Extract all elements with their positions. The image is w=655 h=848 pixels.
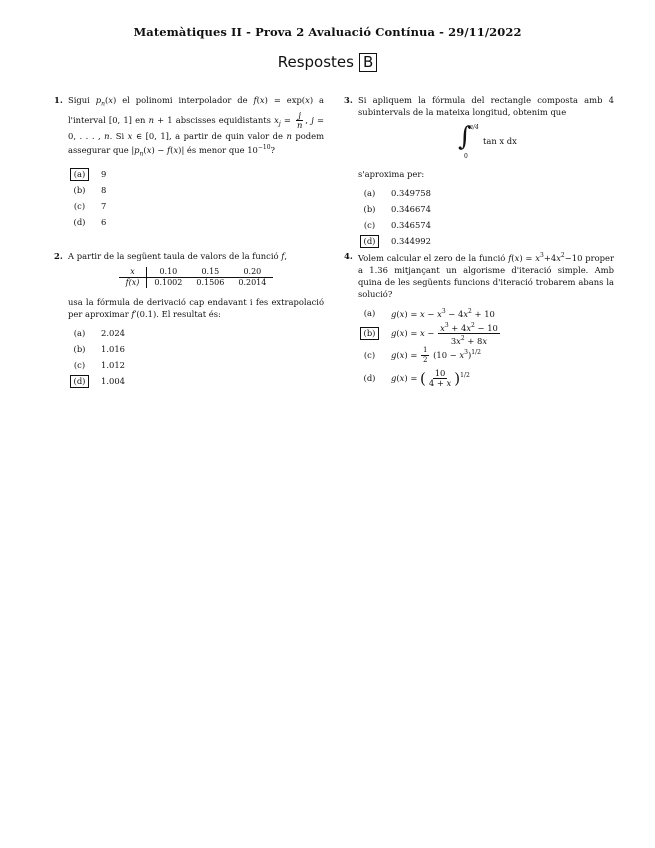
answer-option [358, 185, 614, 201]
subtitle-text: Respostes [277, 53, 354, 71]
options-list [358, 185, 614, 249]
option-value: $g(x) = x - x^3 - 4x^2 + 10$ [391, 308, 495, 319]
question-text: A partir de la següent taula de valors de la funció f, [68, 251, 288, 261]
answer-option [68, 182, 324, 198]
options-list [68, 166, 324, 230]
option-label: (b) [363, 204, 376, 214]
option-value: 1.012 [101, 360, 125, 370]
option-label: (d) [73, 217, 86, 228]
question-3 [344, 94, 614, 249]
option-label: (d) [363, 373, 376, 383]
question-1 [54, 94, 325, 230]
option-value: 0.346674 [391, 204, 431, 214]
question-2 [54, 250, 324, 389]
question-number: 2. [54, 251, 63, 261]
integral-lower-limit: 0 [464, 153, 468, 160]
page-title: Matemàtiques II - Prova 2 Avaluació Contínua - 29/11/2022 [133, 25, 522, 39]
answer-option [68, 166, 324, 182]
question-text: Si apliquem la fórmula del rectangle composta amb 4 subintervals de la mateixa longitud, obtenim que [358, 95, 614, 117]
integral-upper-limit: π/4 [469, 124, 479, 131]
options-list [358, 305, 614, 391]
table-header-x: x [119, 267, 147, 278]
option-value: 0.346574 [391, 220, 431, 230]
question-text-after: usa la fórmula de derivació cap endavant i fes extrapolació per aproximar f′(0.1). El resultat és: [68, 297, 324, 319]
option-label: (c) [363, 350, 376, 360]
answer-option [358, 321, 614, 345]
option-label: (a) [363, 308, 376, 318]
answer-option [68, 341, 324, 357]
answer-option [358, 201, 614, 217]
option-value: g(x) = $\frac{1}{2}$ $(10 - x^3)^{1/2}$ [391, 345, 481, 364]
option-value: 9 [101, 169, 107, 180]
values-table [119, 267, 274, 288]
answer-option [68, 325, 324, 341]
table-cell: 0.10 [159, 267, 178, 276]
selected-option-label: (d) [70, 375, 89, 388]
selected-option-label: (b) [360, 327, 379, 340]
question-number: 4. [344, 251, 353, 261]
answer-option [358, 217, 614, 233]
option-label: (c) [73, 360, 86, 370]
page-subtitle [0, 53, 655, 72]
option-label: (b) [73, 185, 86, 196]
question-4 [344, 250, 614, 391]
answer-option [68, 357, 324, 373]
answer-option [358, 345, 614, 365]
answer-option [358, 305, 614, 321]
option-value: 7 [101, 201, 107, 212]
option-label: (c) [363, 220, 376, 230]
variant-badge: B [359, 53, 377, 72]
question-text: Sigui $p_n(x)$ el polinomi interpolador de f(x) = exp(x) a l'interval [0, 1] en n + 1 abscisses equidistants $x_j$ = $\frac{j}{n}$ , j = 0, . . . , n. Si x ∈ [0, 1], a partir de quin valor de n podem assegurar que $|p_n(x) - f(x)|$ és menor que $10^{-10}$? [68, 95, 325, 159]
option-value: 2.024 [101, 328, 125, 338]
integral-expression [358, 122, 614, 160]
option-value: 8 [101, 185, 107, 196]
answer-option [358, 365, 614, 391]
question-text: Volem calcular el zero de la funció $f(x) = x^3+4x^2-10$ proper a 1.36 mitjançant un algorisme d'iteració simple. Amb quina de les següents funcions d'iteració trobarem abans la solució? [358, 252, 614, 299]
table-cell: 0.1506 [189, 278, 231, 289]
selected-option-label: (a) [70, 168, 89, 181]
question-number: 3. [344, 95, 353, 105]
option-value: 1.016 [101, 344, 125, 354]
question-text-after: s'aproxima per: [358, 169, 425, 179]
option-label: (a) [363, 188, 376, 198]
table-cell: 0.1002 [147, 278, 190, 289]
option-value: g(x) = x − $\frac{x^3 + 4x^2 - 10}{3x^2 + 8x}$ [391, 321, 498, 346]
table-header-fx: f(x) [119, 278, 147, 289]
option-value: 6 [101, 217, 107, 228]
option-value: 0.344992 [391, 236, 431, 246]
answer-option [358, 233, 614, 249]
table-cell: 0.20 [243, 267, 262, 276]
answer-option [68, 198, 324, 214]
option-label: (a) [73, 328, 86, 338]
option-label: (c) [73, 201, 86, 212]
option-value: 1.004 [101, 376, 125, 386]
integral-sign: ∫ [458, 122, 472, 152]
option-value: g(x) = ( $\frac{10}{4 + x}$ )$^{1/2}$ [391, 367, 470, 388]
question-number: 1. [54, 95, 63, 105]
answer-option [68, 373, 324, 389]
options-list [68, 325, 324, 389]
answer-option [68, 214, 324, 230]
option-label: (b) [73, 344, 86, 354]
table-cell: 0.15 [201, 267, 220, 276]
integrand: tan x dx [483, 136, 517, 146]
selected-option-label: (d) [360, 235, 379, 248]
option-value: 0.349758 [391, 188, 431, 198]
table-cell: 0.2014 [231, 278, 273, 289]
